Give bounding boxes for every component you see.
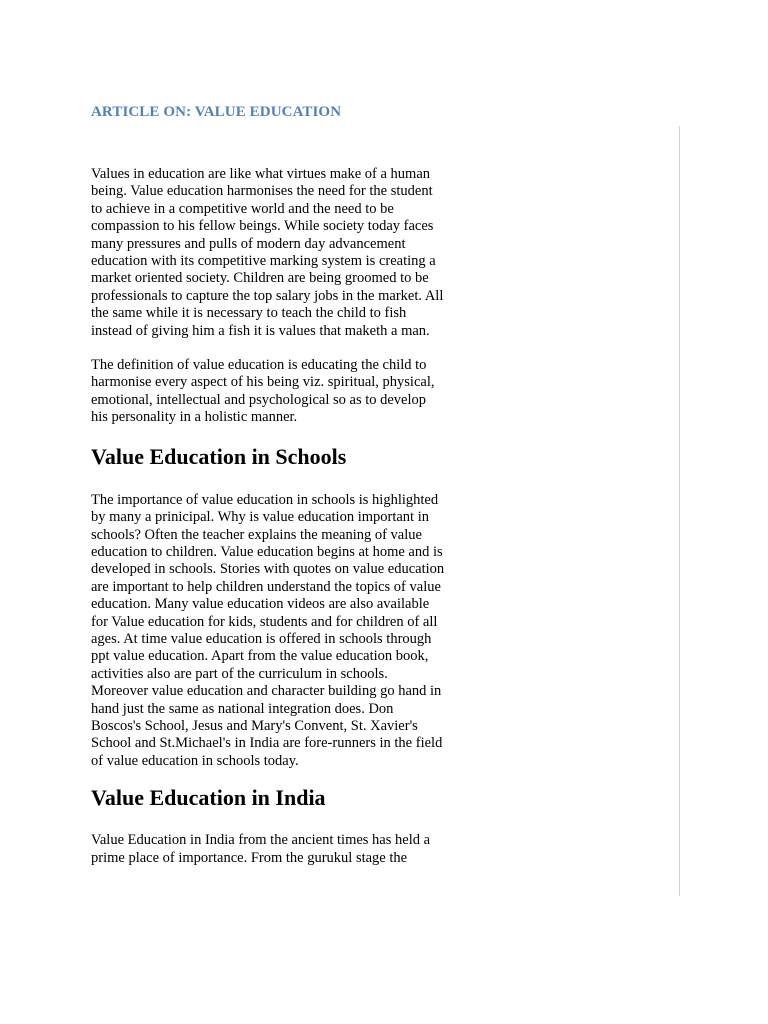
section-paragraph-schools: The importance of value education in schools is highlighted by many a prinicipal. Why is value education important in schools? Often the teacher explains the meaning of value education to children. Value education begins at home and is developed in schools. Stories with quotes on value education are important to help children understand the topics of value education. Many value education videos are also available for Value education for kids, students and for children of all ages. At time value education is offered in schools through ppt value education. Apart from the value education book, activities also are part of the curriculum in schools. Moreover value education and character building go hand in hand just the same as national integration does. Don Boscos's School, Jesus and Mary's Convent, St. Xavier's School and St.Michael's in India are fore-runners in the field of value education in schools today. xyxy=(91,491,445,769)
document-body xyxy=(91,100,446,867)
article-title: ARTICLE ON: VALUE EDUCATION xyxy=(91,104,342,120)
intro-paragraph: Values in education are like what virtues make of a human being. Value education harmonises the need for the student to achieve in a competitive world and the need to be compassion to his fellow beings. While society today faces many pressures and pulls of modern day advancement education with its competitive marking system is creating a market oriented society. Children are being groomed to be professionals to capture the top salary jobs in the market. All the same while it is necessary to teach the child to fish instead of giving him a fish it is values that maketh a man. xyxy=(91,166,444,339)
definition-paragraph: The definition of value education is educating the child to harmonise every aspect of his being viz. spiritual, physical, emotional, intellectual and psychological so as to develop his personality in a holistic manner. xyxy=(91,357,435,426)
section-heading-india: Value Education in India xyxy=(91,785,326,811)
page-margin-line xyxy=(679,126,680,896)
section-heading-schools: Value Education in Schools xyxy=(91,443,347,469)
section-paragraph-india: Value Education in India from the ancient times has held a prime place of importance. From the gurukul stage the xyxy=(91,832,431,866)
